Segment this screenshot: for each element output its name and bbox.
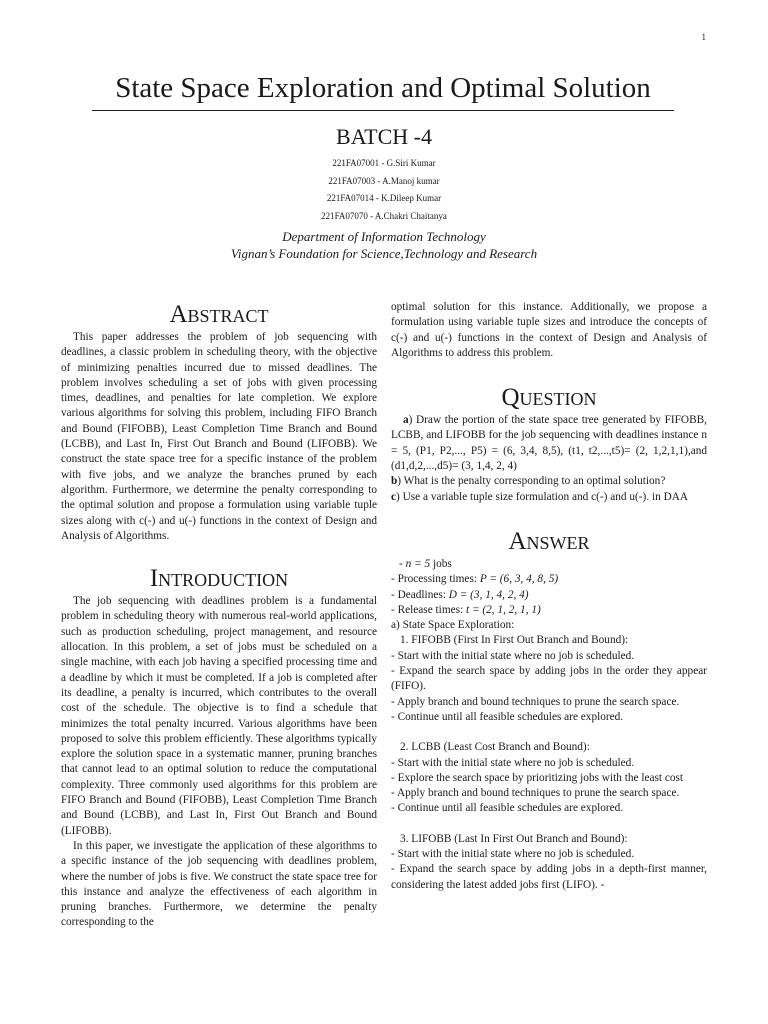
abstract-heading: Abstract [169,301,269,328]
paper-title: State Space Exploration and Optimal Solution [92,70,674,111]
answer-deadlines [391,588,707,603]
fifobb-step: - Start with the initial state where no job is scheduled. [391,649,635,662]
answer-n-line [391,557,707,572]
department: Department of Information Technology [282,229,486,244]
lifobb-step: - Start with the initial state where no job is scheduled. [391,848,635,861]
lcbb-step: - Start with the initial state where no job is scheduled. [391,756,635,769]
text-fragment: - Processing times: [391,573,480,586]
question-heading: Question [501,384,597,412]
text-fragment: - [399,557,406,570]
question-item-a [391,413,707,474]
author-entry: 221FA07014 - K.Dileep Kumar [326,193,442,203]
institution: Vignan’s Foundation for Science,Technology and Research [230,246,538,261]
math-expression: n = 5 [405,557,431,570]
question-label: c [391,490,397,503]
lifobb-step: - Expand the search space by adding jobs in a depth-first manner, considering the latest added jobs first (LIFO). - [391,863,707,891]
text-fragment: - Release times: [391,603,466,616]
question-item-c [391,490,707,505]
introduction-heading: Introduction [149,565,289,593]
lifobb-title: 3. LIFOBB (Last In First Out Branch and Bound): [400,832,628,845]
question-text: ) Draw the portion of the state space tree generated by FIFOBB, LCBB, and LIFOBB for the job sequencing with deadlines instance n = 5, (P1, P2,..., P5) = (6, 3,4, 8,5), (t1, t2,...,t5)= (2, 1,2,1,1),and (d1,d,2,...,d5)= (3, 1,4, 2, 4) [391,414,707,473]
math-expression: t = (2, 1, 2, 1, 1) [465,603,541,616]
exploration-label: a) State Space Exploration: [391,619,515,632]
lcbb-title: 2. LCBB (Least Cost Branch and Bound): [400,741,590,754]
batch-label: BATCH -4 [336,124,432,149]
fifobb-step: - Expand the search space by adding jobs in the order they appear (FIFO). [391,665,707,693]
introduction-paragraph-2: In this paper, we investigate the application of these algorithms to a specific instance of the job sequencing with deadlines problem, where the number of jobs is five. We construct the state space tree for this instance and analyze the effectiveness of each algorithm in pruning branches. Furthermore, we determine the penalty corresponding to the [61,839,377,929]
math-expression: P = (6, 3, 4, 8, 5) [479,573,559,586]
text-fragment: - Deadlines: [391,588,449,601]
fifobb-title: 1. FIFOBB (First In First Out Branch and Bound): [400,634,629,647]
author-entry: 221FA07003 - A.Manoj kumar [328,175,440,186]
abstract-text: This paper addresses the problem of job sequencing with deadlines, a classic problem in scheduling theory, with the objective of minimizing penalties incurred due to missed deadlines. The problem involves scheduling a set of jobs with given processing times, deadlines, and penalties for late completion. We explore various algorithms for solving this problem, including FIFO Branch and Bound (FIFOBB), Least Completion Time Branch and Bound (LCBB), and Last In, First Out Branch and Bound (LIFOBB). We construct the state space tree for a specific instance of the problem with five jobs, and we analyze the branches pruned by each algorithm. Furthermore, we determine the penalty corresponding to the optimal solution and propose a formulation using variable tuple sizes along with c(-) and u(-) functions in the context of Design and Analysis of Algorithms. [61,331,377,542]
text-fragment: jobs [430,557,452,570]
answer-heading: Answer [508,527,590,555]
introduction-paragraph-1: The job sequencing with deadlines problem is a fundamental problem in scheduling theory with numerous real-world applications, such as production scheduling, project management, and resource allocation. In this problem, a set of jobs must be scheduled on a single machine, with each job having a specified processing time and a deadline by which it must be completed. If a job is completed after its deadline, a penalty is incurred, which contributes to the overall cost of the schedule. The objective is to find a schedule that minimizes the total penalty incurred. Various algorithms have been proposed to solve this problem efficiently. These algorithms typically explore the solution space in a systematic manner, pruning branches that cannot lead to an optimal solution to reduce the computational complexity. Three commonly used algorithms for this problem are FIFO Branch and Bound (FIFOBB), Least Completion Time Branch and Bound (LCBB), and Last In, First Out Branch and Bound (LIFOBB). [61,595,377,837]
author-entry: 221FA07070 - A.Chakri Chaitanya [321,210,447,221]
lcbb-step: - Explore the search space by prioritizing jobs with the least cost [391,771,684,784]
answer-release-times [391,603,707,618]
question-text: ) What is the penalty corresponding to an optimal solution? [397,475,666,488]
question-item-b [391,474,707,489]
author-list [0,155,768,225]
lcbb-step: - Apply branch and bound techniques to prune the search space. [391,787,680,800]
affiliation [0,228,768,262]
fifobb-step: - Apply branch and bound techniques to prune the search space. [391,695,680,708]
question-text: ) Use a variable tuple size formulation and c(-) and u(-). in DAA [396,490,689,503]
question-label: a [403,414,409,427]
question-label: b [391,475,398,488]
answer-processing-times [391,572,707,587]
author-entry: 221FA07001 - G.Siri Kumar [332,158,436,168]
math-expression: D = (3, 1, 4, 2, 4) [448,588,529,601]
fifobb-step: - Continue until all feasible schedules are explored. [391,710,624,723]
left-column [61,300,377,931]
lcbb-step: - Continue until all feasible schedules are explored. [391,802,624,815]
right-column [391,300,707,893]
page-number: 1 [701,32,706,42]
introduction-paragraph-2-continued: optimal solution for this instance. Additionally, we propose a formulation using variable tuple sizes and introduce the concepts of c(-) and u(-) functions in the context of Design and Analysis of Algorithms to address this problem. [391,301,707,359]
